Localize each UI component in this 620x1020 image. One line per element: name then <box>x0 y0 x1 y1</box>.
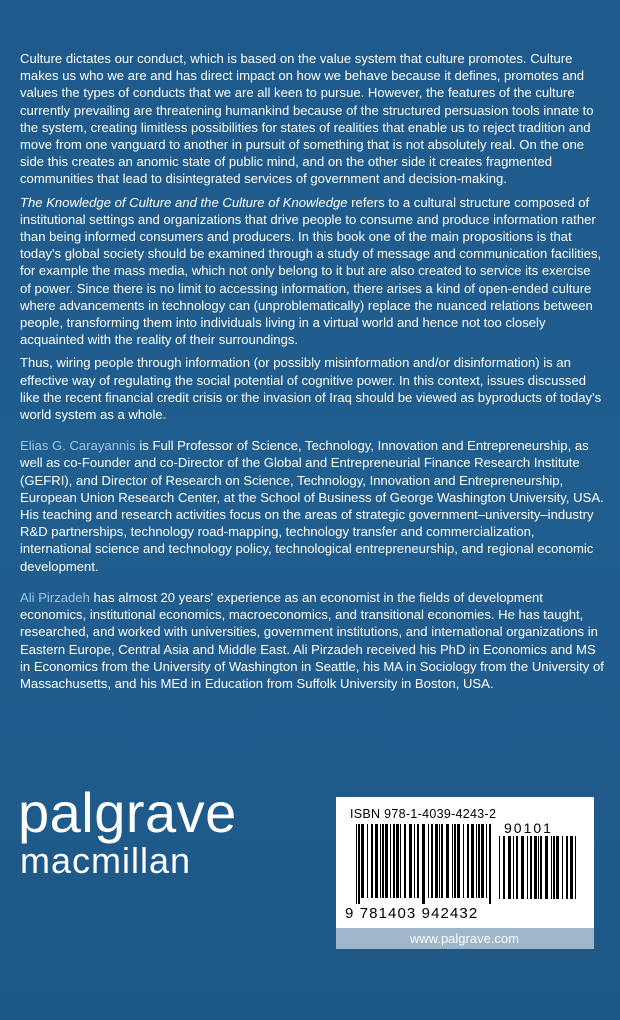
barcode-bar <box>409 824 412 898</box>
barcode-bar <box>380 824 381 898</box>
barcode-bar <box>371 824 373 898</box>
barcode-bar <box>356 824 357 904</box>
barcode-bar <box>530 836 532 899</box>
barcode-bar <box>385 824 388 898</box>
barcode-bar <box>556 836 559 899</box>
barcode-bar <box>467 824 469 898</box>
barcode-bar <box>489 824 491 904</box>
barcode-bar <box>553 836 555 899</box>
barcode-bar <box>575 836 576 899</box>
publisher-logo-line1: palgrave <box>18 781 237 844</box>
barcode-bar <box>513 836 514 899</box>
barcode-bar <box>566 836 568 899</box>
blurb-paragraph-1: Culture dictates our conduct, which is based on the value system that culture promotes. Culture makes us who we are and has direct impact on how we behave because it defines, promotes and values the types of conducts that we are all keen to pursue. However, the features of the culture currently prevailing are threatening humankind because of the structured persuasion tools innate to the system, creating limitless possibilities for states of realities that enable us to reject tradition and move from one vanguard to another in pursuit of something that is not absolutely real. On the one side this creates an anomic state of public mind, and on the other side it creates fragmented communities that lead to disintegrated services of government and decision-making. <box>20 51 594 187</box>
publisher-url-strip <box>336 928 594 949</box>
author-bio-1 <box>20 437 605 575</box>
blurb <box>20 50 605 698</box>
barcode-bar <box>446 824 449 898</box>
barcode-bar <box>439 824 440 898</box>
author-bio-text-1: is Full Professor of Science, Technology, Innovation and Entrepreneurship, as well as co-Founder and co-Director of the Global and Entrepreneurial Finance Research Institute (GEFRI), and Director of Research on Science, Technology, Innovation and Entrepreneurship, European Union Research Center, at the School of Business of George Washington University, USA. His teaching and research activities focus on the areas of strategic government–university–industry R&D partnerships, technology road-mapping, technology transfer and commercialization, international science and technology policy, technological entrepreneurship, and regional economic development. <box>20 438 604 574</box>
barcode-bar <box>422 824 425 904</box>
barcode-bar <box>417 824 419 898</box>
barcode-bar <box>367 824 368 898</box>
barcode-bar <box>551 836 552 899</box>
barcode-bar <box>404 824 406 898</box>
barcode-bar <box>431 824 433 898</box>
barcode-bar <box>562 836 563 899</box>
barcode-bar <box>527 836 528 899</box>
barcode-bar <box>435 824 438 898</box>
barcode-bar <box>508 836 511 899</box>
book-title: The Knowledge of Culture and the Culture of Knowledge <box>20 194 348 210</box>
barcode-bar <box>481 824 484 898</box>
barcode-bar <box>471 824 474 898</box>
barcode-bar <box>534 836 537 899</box>
publisher-logo <box>18 781 237 881</box>
barcode-bar <box>452 824 453 898</box>
barcode-bar <box>545 836 548 899</box>
barcode-addon-bars <box>499 836 577 905</box>
barcode-bar <box>414 824 415 898</box>
blurb-paragraph-2-text: refers to a cultural structure composed of institutional settings and organizations that drive people to consume and produce information rather than being informed consumers and producers. In this book one of the main propositions is that today's global society should be examined through a study of message and communication facilities, for example the mass media, which not only belong to it but are also created to service its exercise of power. Since there is no limit to accessing information, there arises a kind of open-ended culture where advancements in technology can (unproblematically) replace the nuanced relations between people, transforming them into individuals living in a virtual world and hence not too closely acquainted with the reality of their surroundings. <box>20 194 602 348</box>
barcode-bar <box>540 836 542 899</box>
barcode-bar <box>476 824 477 898</box>
barcode-panel <box>336 797 594 928</box>
blurb-paragraph-3: Thus, wiring people through information (or possibly misinformation and/or disinformation) is an effective way of regulating the social potential of cognitive power. In this context, issues discussed like the recent financial credit crisis or the invasion of Iraq should be viewed as byproducts of today's world system as a whole. <box>20 355 602 423</box>
barcode-bar <box>486 824 487 898</box>
barcode-bar <box>400 824 401 898</box>
barcode-bar <box>428 824 429 898</box>
barcode-bar <box>521 836 524 899</box>
blurb-paragraph-2 <box>20 194 605 349</box>
barcode-bar <box>396 824 399 898</box>
publisher-logo-line2: macmillan <box>20 840 192 881</box>
author-name-2: Ali Pirzadeh <box>20 589 90 605</box>
barcode-bar <box>454 824 456 898</box>
barcode-bar <box>538 836 539 899</box>
barcode-bar <box>570 836 573 899</box>
barcode-bar <box>516 836 518 899</box>
barcode-bar <box>499 836 500 899</box>
author-name-1: Elias G. Carayannis <box>20 438 136 454</box>
author-bio-2 <box>20 589 605 692</box>
barcode-bar <box>457 824 460 898</box>
barcode-bar <box>390 824 391 898</box>
barcode-bar <box>393 824 395 898</box>
author-bio-text-2: has almost 20 years' experience as an economist in the fields of development economics, institutional economics, macroeconomics, and transitional economies. He has taught, researched, and worked with universities, government institutions, and international organizations in Eastern Europe, Central Asia and Middle East. Ali Pirzadeh received his PhD in Economics and MS in Economics from the University of Washington in Seattle, his MA in Sociology from the University of Massachusetts, and his MEd in Education from Suffolk University in Boston, USA. <box>20 589 604 691</box>
isbn-label: ISBN 978-1-4039-4243-2 <box>350 807 497 821</box>
barcode-addon-number: 90101 <box>504 820 553 836</box>
barcode-bar <box>478 824 480 898</box>
barcode-bar <box>375 824 378 898</box>
barcode-bar <box>503 836 505 899</box>
barcode-bar <box>382 824 384 898</box>
barcode-bar <box>463 824 464 898</box>
barcode-bar <box>441 824 443 898</box>
publisher-url: www.palgrave.com <box>409 931 519 946</box>
barcode-bar <box>358 824 360 904</box>
barcode-digits: 9 781403 942432 <box>345 905 479 922</box>
barcode-bar <box>361 824 364 898</box>
barcode-main-bars <box>356 824 493 904</box>
